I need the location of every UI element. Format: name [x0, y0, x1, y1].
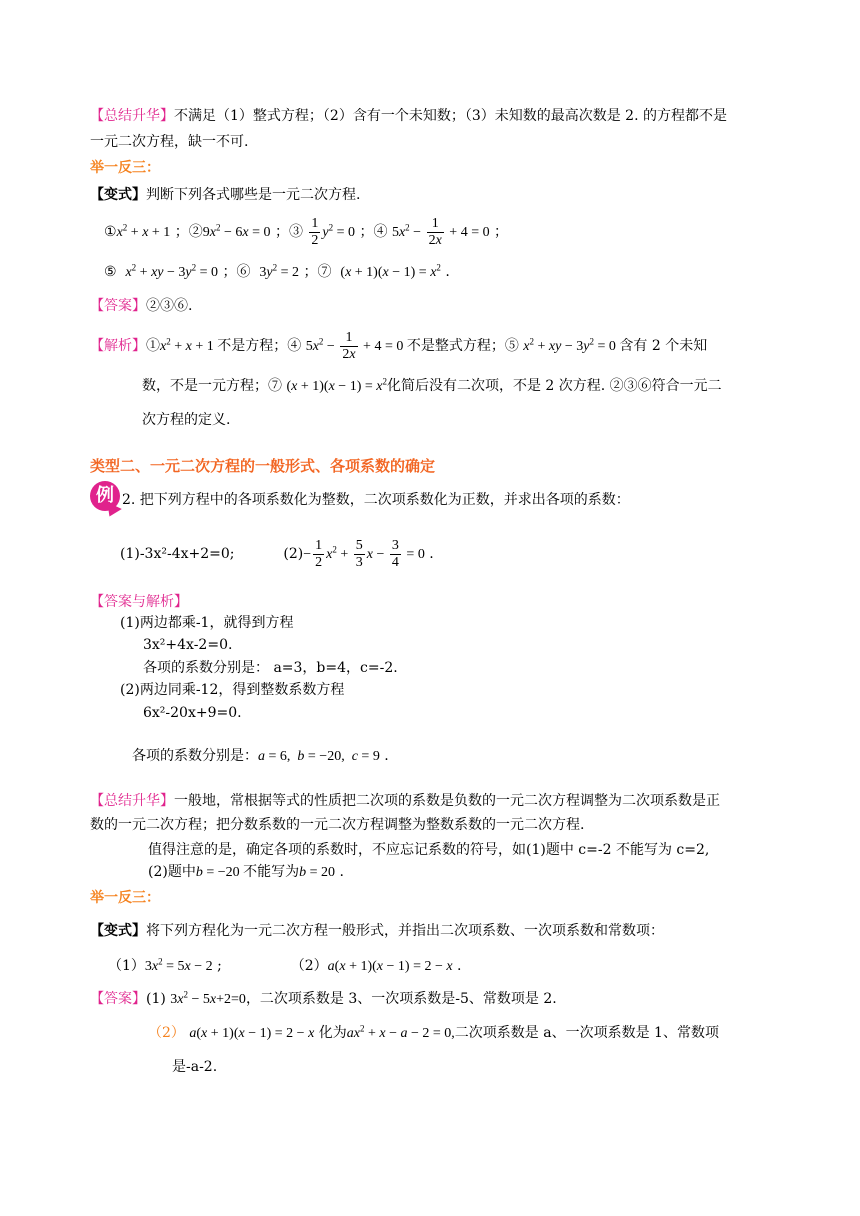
summary-2-line-2: 数的一元二次方程；把分数系数的一元二次方程调整为整数系数的一元二次方程.: [90, 817, 585, 833]
solution-line: 3x²+4x-2=0.: [143, 637, 233, 653]
variant-1: 【变式】判断下列各式哪些是一元二次方程.: [90, 187, 361, 203]
fraction: $\frac{1}{2}$: [311, 215, 319, 248]
fraction: $\frac{1}{2x}$: [428, 215, 442, 248]
answer-analysis-tag: 【答案与解析】: [90, 594, 188, 610]
fraction: $\frac{3}{4}$: [391, 537, 399, 570]
solution-line: 各项的系数分别是： a=3，b=4，c=-2.: [143, 660, 398, 676]
summary-2-line-1: 【总结升华】一般地，常根据等式的性质把二次项的系数是负数的一元二次方程调整为二次项系数是正: [90, 793, 720, 809]
solution-line: (2)两边同乘-12，得到整数系数方程: [120, 682, 345, 698]
solution-line: 6x²-20x+9=0.: [143, 705, 242, 721]
analysis-1-line-1: 【解析】$①x^2 + x + 1$ 不是方程；④ $5x^2$ − $\frac{1}{2x}$ + 4 = 0 不是整式方程；⑤ $x^2$ + xy − $3y^2 = 0$ 含有 2 个未知: [90, 329, 708, 362]
answer-2-line-2: （2） a(x + 1)(x − 1) = 2 − x 化为$ax^2 + x - a - 2 = 0$,二次项系数是 a、一次项系数是 1、常数项: [148, 1023, 719, 1041]
summary-tag: 【总结升华】: [90, 108, 174, 124]
answer-2-line-3: 是-a-2.: [172, 1059, 218, 1075]
summary-1-line-1: 【总结升华】不满足（1）整式方程；（2）含有一个未知数；（3）未知数的最高次数是 2. 的方程都不是: [90, 108, 727, 124]
example-badge: 例: [90, 481, 120, 511]
variant-2: 【变式】将下列方程化为一元二次方程一般形式，并指出二次项系数、一次项系数和常数项：: [90, 923, 664, 939]
solution-line: (1)两边都乘-1，就得到方程: [120, 615, 294, 631]
fraction: $\frac{1}{2}$: [315, 537, 323, 570]
example-2-equations: (1)-3x²-4x+2=0; (2)− $\frac{1}{2}$ $x^2$ + $\frac{5}{3}$ x − $\frac{3}{4}$ = 0 .: [120, 537, 434, 570]
fraction: $\frac{1}{2x}$: [342, 329, 356, 362]
analysis-1-line-2: 数，不是一元方程；⑦ $(x + 1)(x - 1) = x^2$化简后没有二次项，不是 2 次方程. ②③⑥符合一元二: [142, 376, 722, 394]
practice-heading: 举一反三：: [90, 160, 160, 176]
summary-2-line-3: 值得注意的是，确定各项的系数时，不应忘记系数的符号，如(1)题中 c=-2 不能写为 c=2,: [148, 842, 710, 858]
analysis-1-line-3: 次方程的定义.: [142, 412, 231, 428]
variant-2-questions: $(1)3x^2 = 5x - 2$ ; （2）a(x + 1)(x − 1) = 2 − x .: [108, 956, 462, 974]
fraction: $\frac{5}{3}$: [355, 537, 363, 570]
answer-2-line-1: 【答案】(1) $3x^2 - 5x+2=0$，二次项系数是 3、一次项系数是-5、常数项是 2.: [90, 989, 557, 1007]
answer-1: 【答案】②③⑥.: [90, 298, 193, 314]
example-2-text: 2. 把下列方程中的各项系数化为整数，二次项系数化为正数，并求出各项的系数：: [122, 492, 630, 508]
summary-1-line-2: 一元二次方程，缺一不可.: [90, 134, 249, 150]
section-heading: 类型二、一元二次方程的一般形式、各项系数的确定: [90, 457, 436, 475]
equation-list-row-1: $①x^2 + x + 1$ ；$②9x^2 - 6x = 0$ ；③ $\frac{1}{2}$ $y^2 = 0$ ；④ $5x^2$ − $\frac{1}{2x}$ + 4 = 0 ；: [104, 215, 509, 248]
summary-2-line-4: (2)题中b = −20 不能写为b = 20 .: [148, 864, 344, 880]
solution-line: 各项的系数分别是：a = 6, b = −20, c = 9 .: [132, 748, 389, 764]
equation-list-row-2: ⑤ $x^2$ + xy − $3y^2 = 0$ ；⑥ $3y^2 = 2$ ；⑦ $(x + 1)(x - 1) = x^2$ .: [104, 262, 450, 280]
practice-heading: 举一反三：: [90, 890, 160, 906]
